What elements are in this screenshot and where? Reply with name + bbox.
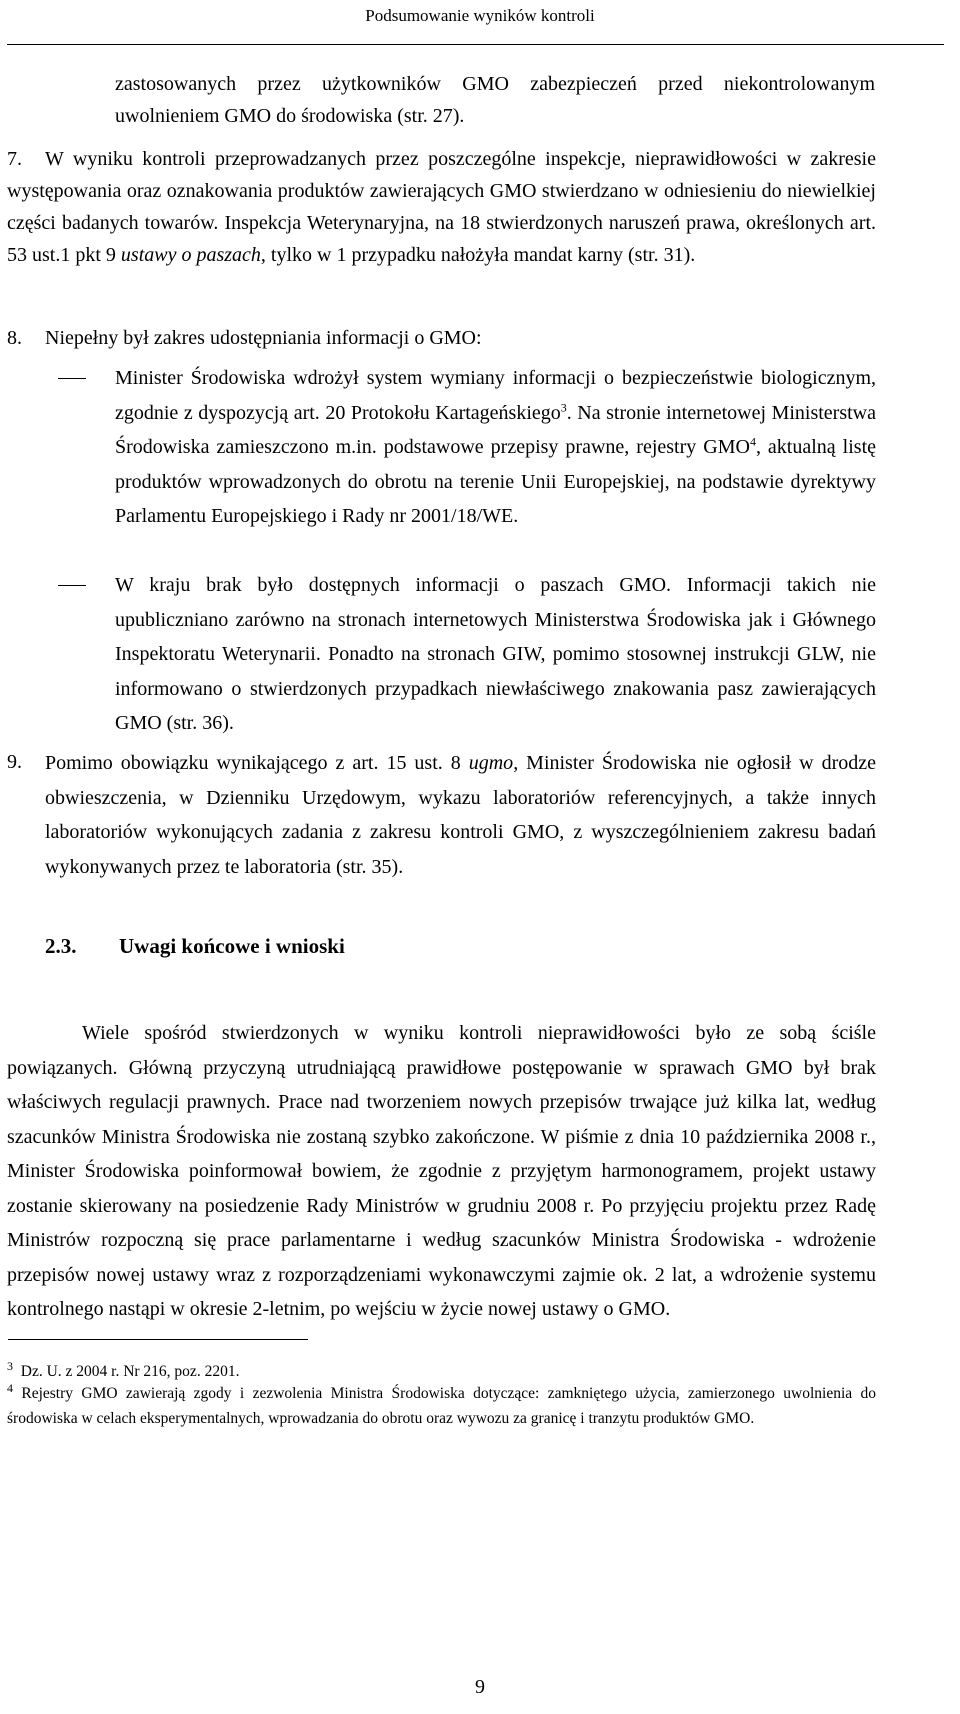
bullet-1-text-c: , aktualną listę produktów wprowadzonych do obrotu na terenie Unii Europejskiej, na podstawie dyrektywy Parlamentu Europejskiego i Rady nr 2001/18/WE. (115, 436, 877, 527)
footnote-3-mark: 3 (7, 1358, 13, 1373)
item-7-number: 7. (7, 148, 22, 170)
footnote-rule (8, 1339, 308, 1340)
item-7-text-a: W wyniku kontroli przeprowadzanych przez poszczególne inspekcje, nieprawidłowości w zakresie występowania oraz oznakowania produktów zawierających GMO stwierdzano w odniesieniu do niewielkiej części badanych towarów. Inspekcja Weterynaryjna, na 18 stwierdzonych naruszeń prawa, określonych art. 53 ust.1 pkt 9 (7, 148, 876, 266)
item-9-number: 9. (7, 751, 22, 773)
item-9-text (45, 746, 876, 884)
item-8-bullet-1 (115, 361, 876, 534)
footnote-ref-3: 3 (560, 399, 567, 414)
bullet-1-text-a: Minister Środowiska wdrożył system wymiany informacji o bezpieczeństwie biologicznym, zgodnie z dyspozycją art. 20 Protokołu Kartageńskiego (115, 367, 876, 424)
footnote-4-mark: 4 (7, 1380, 13, 1395)
section-title: Uwagi końcowe i wnioski (119, 934, 345, 958)
section-number: 2.3. (45, 934, 77, 958)
header-rule (7, 44, 944, 45)
bullet-dash-2 (58, 585, 86, 586)
footnote-4 (7, 1381, 876, 1431)
item-7-text (7, 143, 876, 271)
item-6-continuation: zastosowanych przez użytkowników GMO zabezpieczeń przed niekontrolowanym uwolnieniem GMO do środowiska (str. 27). (115, 73, 875, 127)
item-8-text: Niepełny był zakres udostępniania informacji o GMO: (45, 327, 482, 349)
item-9-italic: ugmo (468, 752, 514, 774)
item-7-text-b: tylko w 1 przypadku nałożyła mandat karny (str. 31). (265, 244, 696, 266)
page-number: 9 (475, 1676, 485, 1698)
item-7-italic: ustawy o paszach, (120, 244, 266, 266)
item-8-number: 8. (7, 327, 22, 349)
footnote-3-text: Dz. U. z 2004 r. Nr 216, poz. 2201. (20, 1363, 240, 1380)
bullet-1-text-b: . Na stronie internetowej Ministerstwa Środowiska zamieszczono m.in. podstawowe przepisy prawne, rejestry GMO (115, 401, 877, 458)
footnote-ref-4: 4 (749, 434, 756, 449)
item-9-text-a: Pomimo obowiązku wynikającego z art. 15 ust. 8 (45, 752, 469, 774)
section-paragraph: Wiele spośród stwierdzonych w wyniku kontroli nieprawidłowości było ze sobą ściśle powiązanych. Główną przyczyną utrudniającą prawidłowe postępowanie w sprawach GMO był brak właściwych regulacji prawnych. Prace nad tworzeniem nowych przepisów trwające już kilka lat, według szacunków Ministra Środowiska nie zostaną szybko zakończone. W piśmie z dnia 10 października 2008 r., Minister Środowiska poinformował bowiem, że zgodnie z przyjętym harmonogramem, projekt ustawy zostanie skierowany na posiedzenie Rady Ministrów w grudniu 2008 r. Po przyjęciu projektu przez Radę Ministrów rozpoczną się prace parlamentarne i według szacunków Ministra Środowiska - wdrożenie przepisów nowej ustawy wraz z rozporządzeniami wykonawczymi zajmie ok. 2 lat, a wdrożenie systemu kontrolnego nastąpi w okresie 2-letnim, po wejściu w życie nowej ustawy o GMO. (7, 1022, 876, 1320)
running-header: Podsumowanie wyników kontroli (365, 6, 595, 25)
item-8-bullet-2: W kraju brak było dostępnych informacji o paszach GMO. Informacji takich nie upubliczniano zarówno na stronach internetowych Ministerstwa Środowiska jak i Głównego Inspektoratu Weterynarii. Ponadto na stronach GIW, pomimo stosownej instrukcji GLW, nie informowano o stwierdzonych przypadkach niewłaściwego znakowania pasz zawierających GMO (str. 36). (115, 574, 876, 734)
item-9-text-b: , Minister Środowiska nie ogłosił w drodze obwieszczenia, w Dzienniku Urzędowym, wykazu laboratoriów referencyjnych, a także innych laboratoriów wykonujących zadania z zakresu kontroli GMO, z wyszczególnieniem zakresu badań wykonywanych przez te laboratoria (str. 35). (45, 752, 877, 878)
footnote-4-text: Rejestry GMO zawierają zgody i zezwolenia Ministra Środowiska dotyczące: zamkniętego użycia, zamierzonego uwolnienia do środowiska w celach eksperymentalnych, wprowadzania do obrotu oraz wywozu za granicę i tranzytu produktów GMO. (7, 1385, 876, 1427)
bullet-dash-1 (58, 378, 86, 379)
